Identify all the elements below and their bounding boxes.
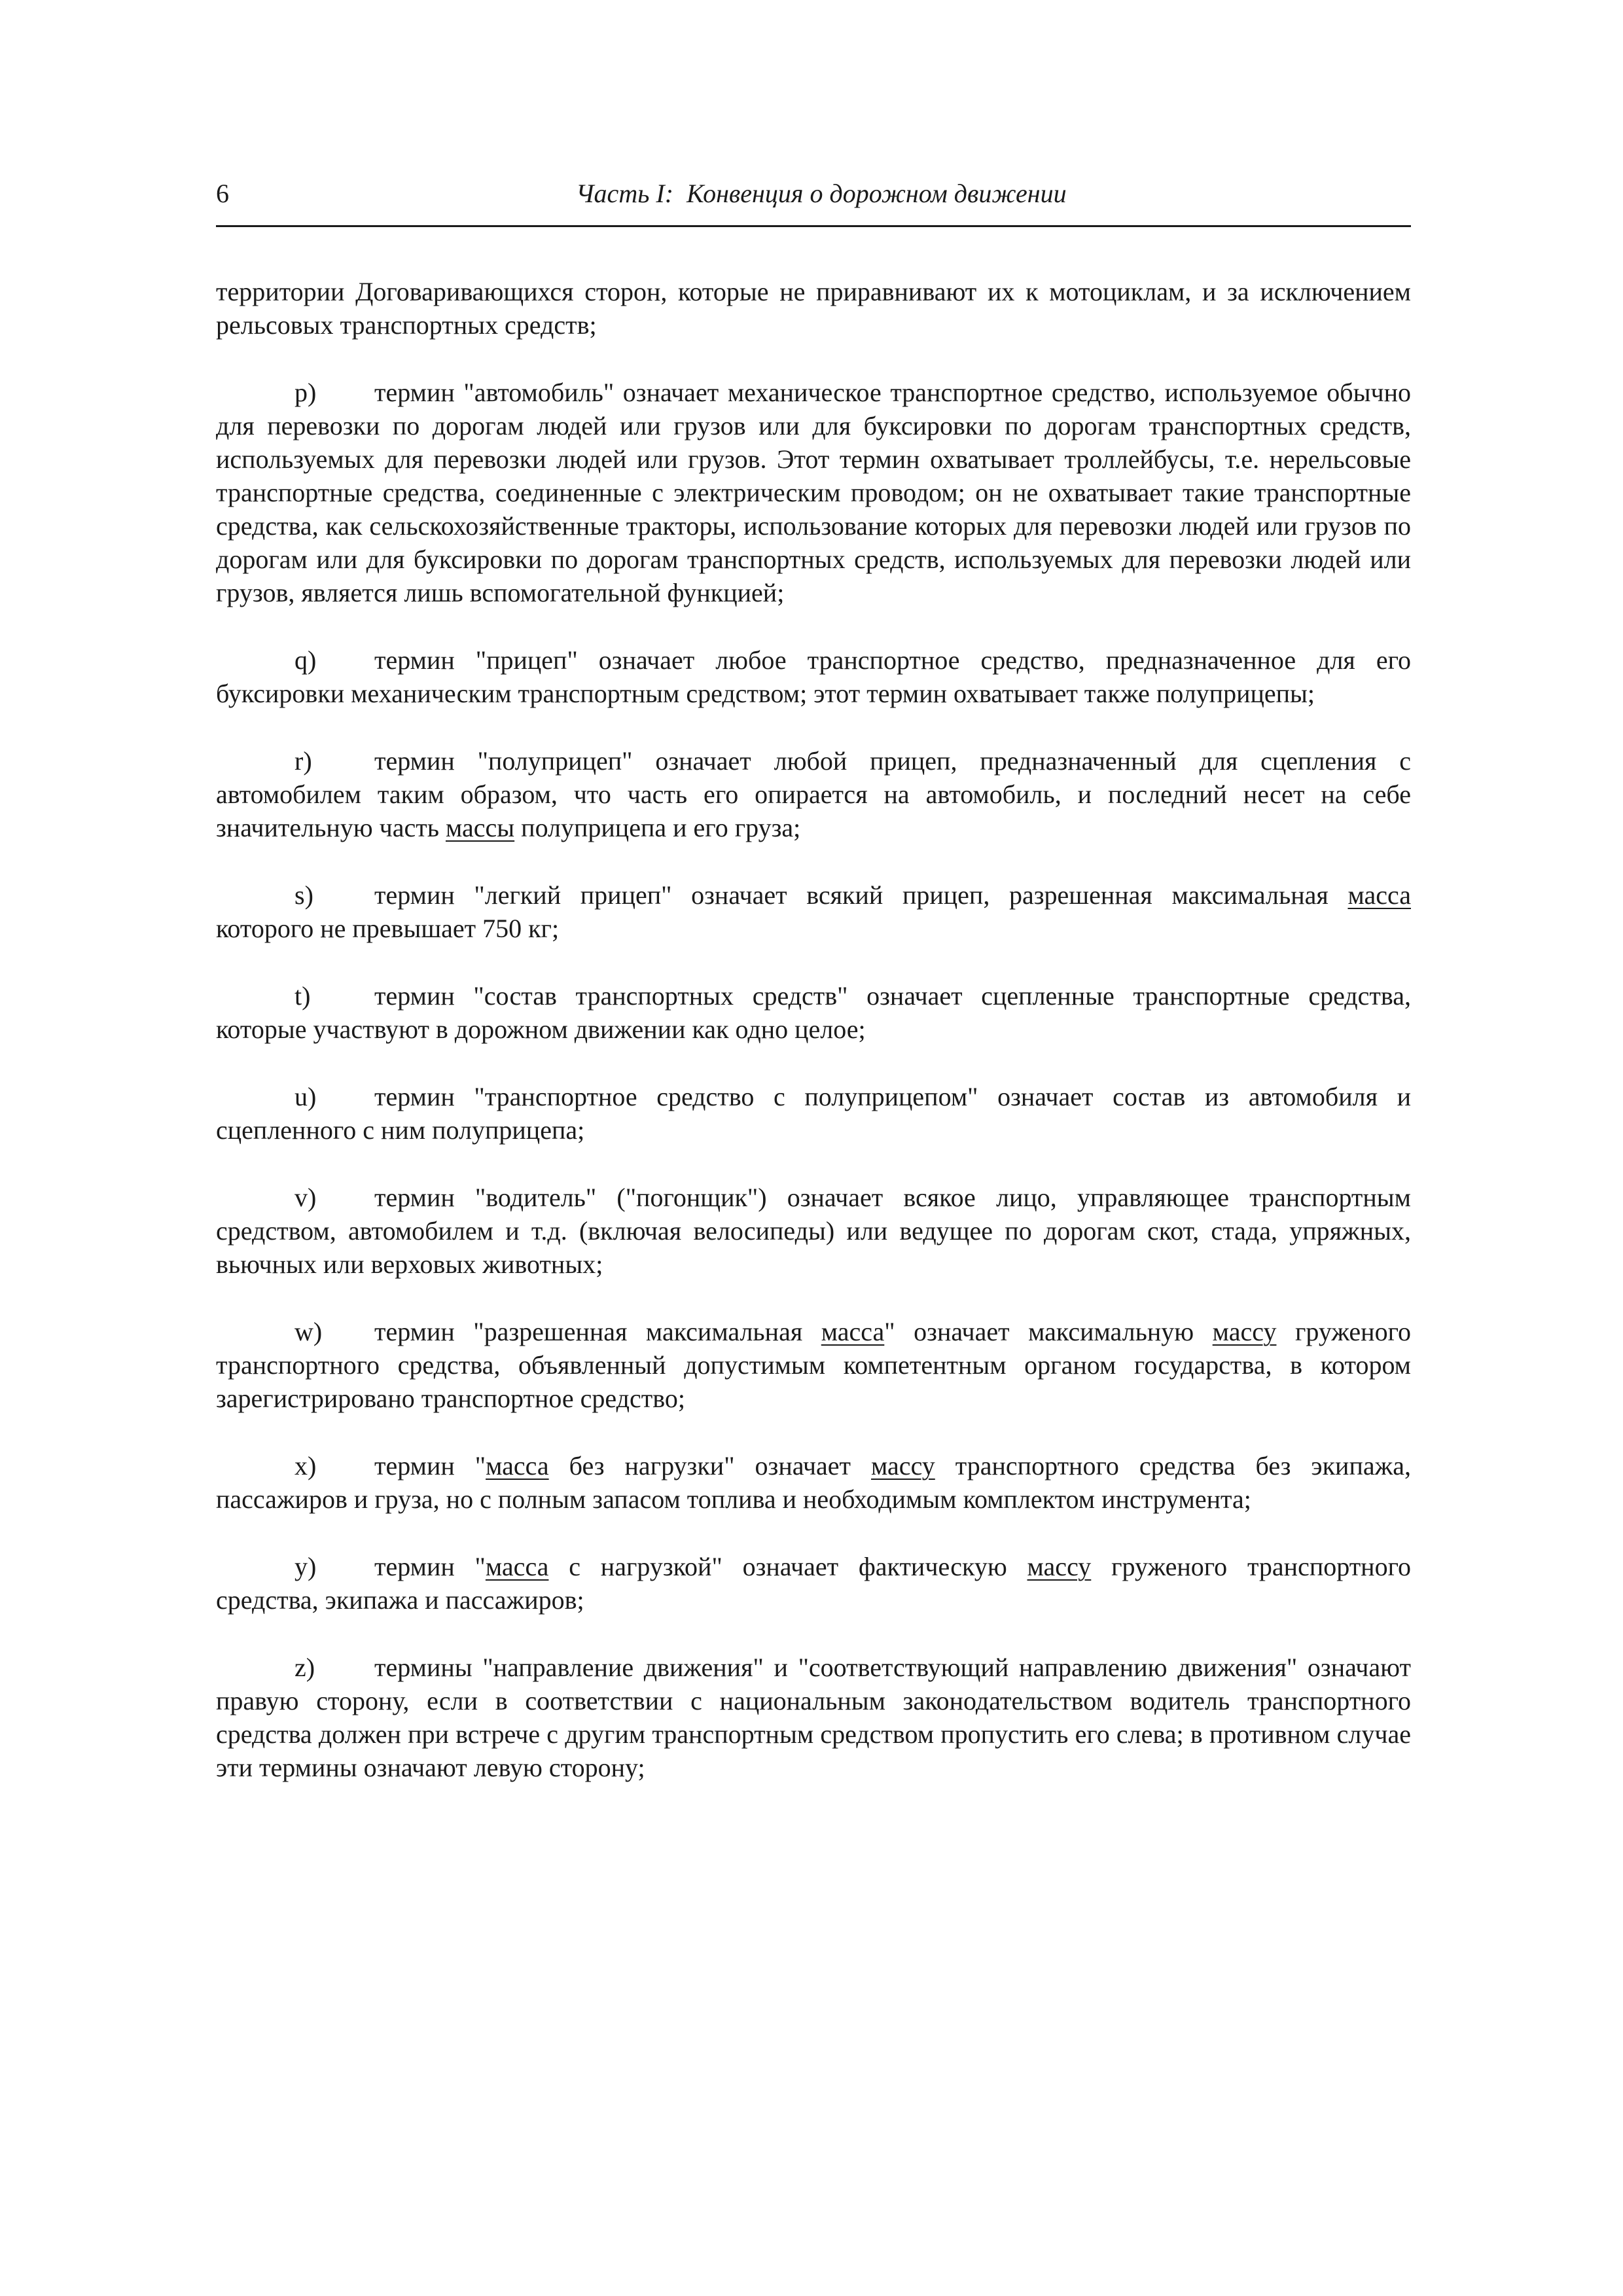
definition-s xyxy=(216,878,1411,945)
definition-label: s) xyxy=(294,880,313,910)
definition-text: которого не превышает 750 кг; xyxy=(216,914,560,943)
definition-y xyxy=(216,1550,1411,1617)
definition-u xyxy=(216,1080,1411,1147)
intro-paragraph xyxy=(216,275,1411,342)
definition-text: термин " xyxy=(374,1451,486,1480)
definition-text: термин "состав транспортных средств" означает сцепленные транспортные средства, которые участвуют в дорожном движении как одно целое; xyxy=(216,981,1411,1044)
definition-text: полуприцепа и его груза; xyxy=(514,813,801,842)
underlined-term: массу xyxy=(1212,1317,1277,1346)
underlined-term: массу xyxy=(1027,1552,1092,1581)
definition-label: p) xyxy=(294,378,317,407)
definition-text: термин "водитель" ("погонщик") означает всякое лицо, управляющее транспортным средством, автомобилем и т.д. (включая велосипеды) или ведущее по дорогам скот, стада, упряжных, вьючных или верховых животных; xyxy=(216,1183,1411,1279)
document-body xyxy=(216,275,1411,1818)
definition-t xyxy=(216,979,1411,1046)
definition-text: термин "легкий прицеп" означает всякий прицеп, разрешенная максимальная xyxy=(374,880,1348,910)
underlined-term: масса xyxy=(1347,880,1411,910)
underlined-term: масса xyxy=(486,1451,549,1480)
page-number: 6 xyxy=(216,179,229,208)
definition-text: с нагрузкой" означает фактическую xyxy=(548,1552,1027,1581)
definition-text: " означает максимальную xyxy=(884,1317,1213,1346)
underlined-term: массу xyxy=(871,1451,935,1480)
definition-label: q) xyxy=(294,645,317,675)
definition-text: термины "направление движения" и "соответствующий направлению движения" означают правую сторону, если в соответствии с национальным законодательством водитель транспортного средства должен при встрече с другим транспортным средством пропустить его слева; в противном случае эти термины означают левую сторону; xyxy=(216,1653,1411,1782)
definition-w xyxy=(216,1315,1411,1415)
definition-x xyxy=(216,1449,1411,1516)
definition-text: термин "прицеп" означает любое транспортное средство, предназначенное для его буксировки механическим транспортным средством; этот термин охватывает также полуприцепы; xyxy=(216,645,1411,708)
definition-z xyxy=(216,1651,1411,1784)
definition-p xyxy=(216,376,1411,609)
definition-v xyxy=(216,1181,1411,1281)
running-title: Часть I: Конвенция о дорожном движении xyxy=(576,179,1067,208)
definition-r xyxy=(216,744,1411,844)
definition-label: r) xyxy=(294,746,312,776)
definition-text: термин "полуприцеп" означает любой прицеп, предназначенный для сцепления с автомобилем таким образом, что часть его опирается на автомобиль, и последний несет на себе значительную часть xyxy=(216,746,1411,842)
definition-label: w) xyxy=(294,1317,323,1346)
definition-text: груженого транспортного средства, экипажа и пассажиров; xyxy=(216,1552,1411,1615)
definition-label: z) xyxy=(294,1653,315,1682)
definition-text: груженого транспортного средства, объявленный допустимым компетентным органом государства, в котором зарегистрировано транспортное средство; xyxy=(216,1317,1411,1413)
underlined-term: масса xyxy=(821,1317,885,1346)
definition-label: t) xyxy=(294,981,311,1011)
definition-q xyxy=(216,643,1411,710)
definition-label: v) xyxy=(294,1183,317,1212)
definition-text: термин " xyxy=(374,1552,486,1581)
header-divider xyxy=(216,225,1411,227)
definition-label: y) xyxy=(294,1552,317,1581)
definition-text: термин "автомобиль" означает механическое транспортное средство, используемое обычно для перевозки по дорогам людей или грузов или для буксировки по дорогам транспортных средств, используемых для перевозки людей или грузов. Этот термин охватывает троллейбусы, т.е. нерельсовые транспортные средства, соединенные с электрическим проводом; он не охватывает такие транспортные средства, как сельскохозяйственные тракторы, использование которых для перевозки людей или грузов по дорогам или для буксировки по дорогам транспортных средств, используемых для перевозки людей или грузов, является лишь вспомогательной функцией; xyxy=(216,378,1411,607)
definition-label: u) xyxy=(294,1082,317,1111)
definition-label: x) xyxy=(294,1451,317,1480)
intro-text: территории Договаривающихся сторон, которые не приравнивают их к мотоциклам, и за исключением рельсовых транспортных средств; xyxy=(216,277,1411,340)
definition-text: термин "разрешенная максимальная xyxy=(374,1317,821,1346)
definition-text: термин "транспортное средство с полуприцепом" означает состав из автомобиля и сцепленного с ним полуприцепа; xyxy=(216,1082,1411,1145)
definition-text: транспортного средства без экипажа, пассажиров и груза, но с полным запасом топлива и необходимым комплектом инструмента; xyxy=(216,1451,1411,1514)
underlined-term: масса xyxy=(485,1552,549,1581)
underlined-term: массы xyxy=(445,813,515,842)
definition-text: без нагрузки" означает xyxy=(548,1451,872,1480)
